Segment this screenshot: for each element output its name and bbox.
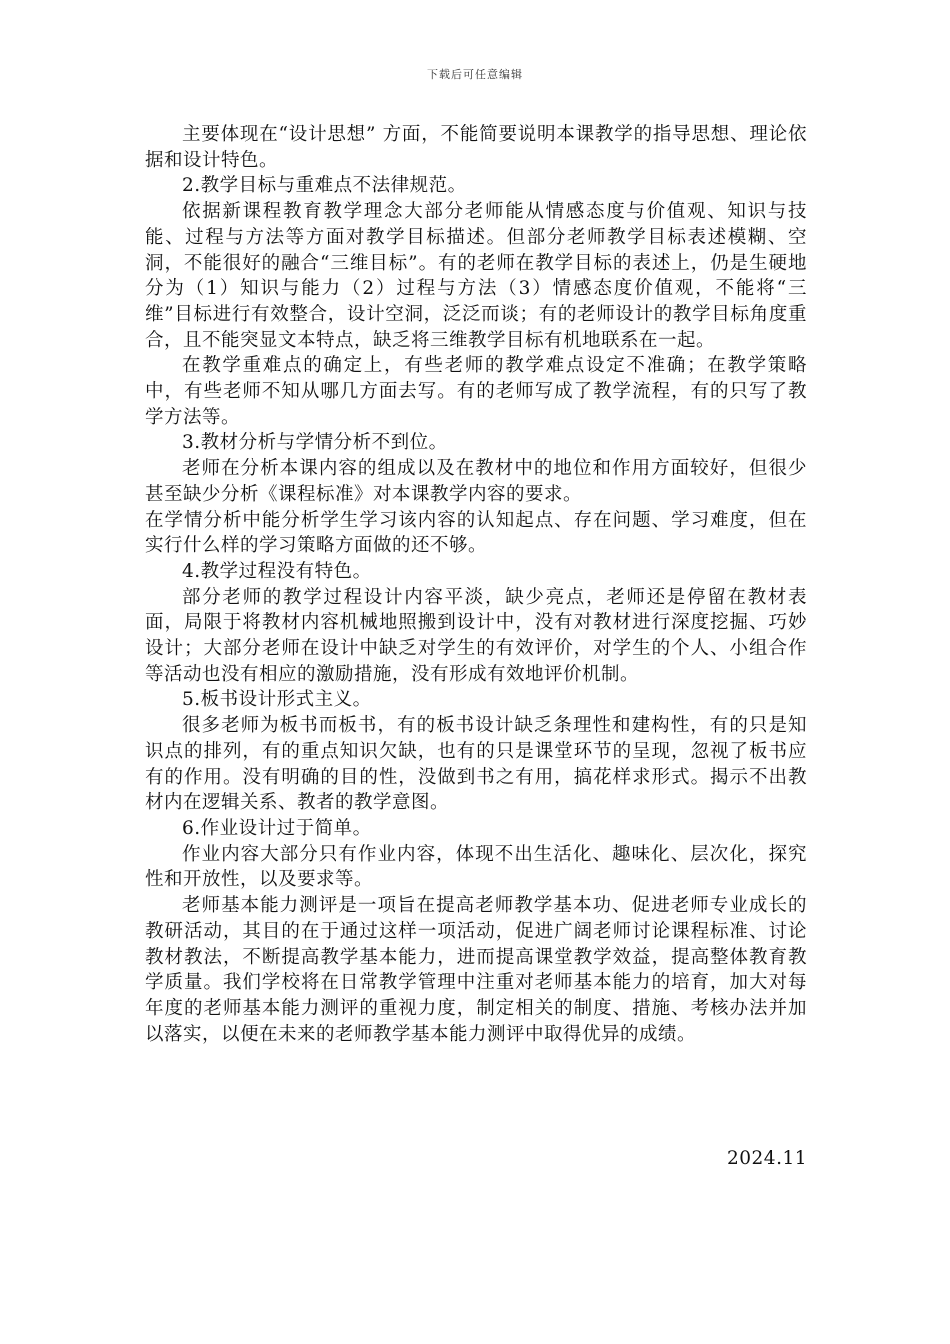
paragraph: 作业内容大部分只有作业内容，体现不出生活化、趣味化、层次化，探究性和开放性，以及要求等。: [145, 843, 807, 891]
section-heading: 2.教学目标与重难点不法律规范。: [182, 175, 467, 197]
page-header: 下载后可任意编辑: [427, 68, 523, 81]
document-body: [145, 122, 807, 1047]
section-heading: 6.作业设计过于简单。: [182, 817, 372, 839]
paragraph: 主要体现在“设计思想” 方面，不能简要说明本课教学的指导思想、理论依据和设计特色。: [145, 124, 807, 171]
section-heading: 4.教学过程没有特色。: [182, 560, 372, 582]
paragraph: 老师在分析本课内容的组成以及在教材中的地位和作用方面较好，但很少甚至缺少分析《课程标准》对本课教学内容的要求。: [145, 458, 807, 505]
paragraph: 很多老师为板书而板书，有的板书设计缺乏条理性和建构性，有的只是知识点的排列，有的重点知识欠缺，也有的只是课堂环节的呈现，忽视了板书应有的作用。没有明确的目的性，没做到书之有用，搞花样求形式。揭示不出教材内在逻辑关系、教者的教学意图。: [145, 715, 807, 814]
paragraph: 老师基本能力测评是一项旨在提高老师教学基本功、促进老师专业成长的教研活动，其目的在于通过这样一项活动，促进广阔老师讨论课程标准、讨论教材教法，不断提高教学基本能力，进而提高课堂教学效益，提高整体教育教学质量。我们学校将在日常教学管理中注重对老师基本能力的培育，加大对每年度的老师基本能力测评的重视力度，制定相关的制度、措施、考核办法并加以落实，以便在未来的老师教学基本能力测评中取得优异的成绩。: [145, 895, 807, 1045]
paragraph: 依据新课程教育教学理念大部分老师能从情感态度与价值观、知识与技能、过程与方法等方面对教学目标描述。但部分老师教学目标表述模糊、空洞，不能很好的融合“三维目标”。有的老师在教学目标的表述上，仍是生硬地分为（1）知识与能力（2）过程与方法（3）情感态度价值观，不能将“三维”目标进行有效整合，设计空洞，泛泛而谈；有的老师设计的教学目标角度重合，且不能突显文本特点，缺乏将三维教学目标有机地联系在一起。: [145, 201, 807, 351]
section-heading: 3.教材分析与学情分析不到位。: [182, 432, 448, 454]
paragraph: 在教学重难点的确定上，有些老师的教学难点设定不准确；在教学策略中，有些老师不知从哪几方面去写。有的老师写成了教学流程，有的只写了教学方法等。: [145, 355, 807, 428]
paragraph: 部分老师的教学过程设计内容平淡，缺少亮点，老师还是停留在教材表面，局限于将教材内容机械地照搬到设计中，没有对教材进行深度挖掘、巧妙设计；大部分老师在设计中缺乏对学生的有效评价，对学生的个人、小组合作等活动也没有相应的激励措施，没有形成有效地评价机制。: [145, 586, 807, 685]
document-date: 2024.11: [726, 1148, 807, 1169]
section-heading: 5.板书设计形式主义。: [182, 689, 372, 711]
paragraph: 在学情分析中能分析学生学习该内容的认知起点、存在问题、学习难度，但在实行什么样的学习策略方面做的还不够。: [145, 509, 807, 557]
